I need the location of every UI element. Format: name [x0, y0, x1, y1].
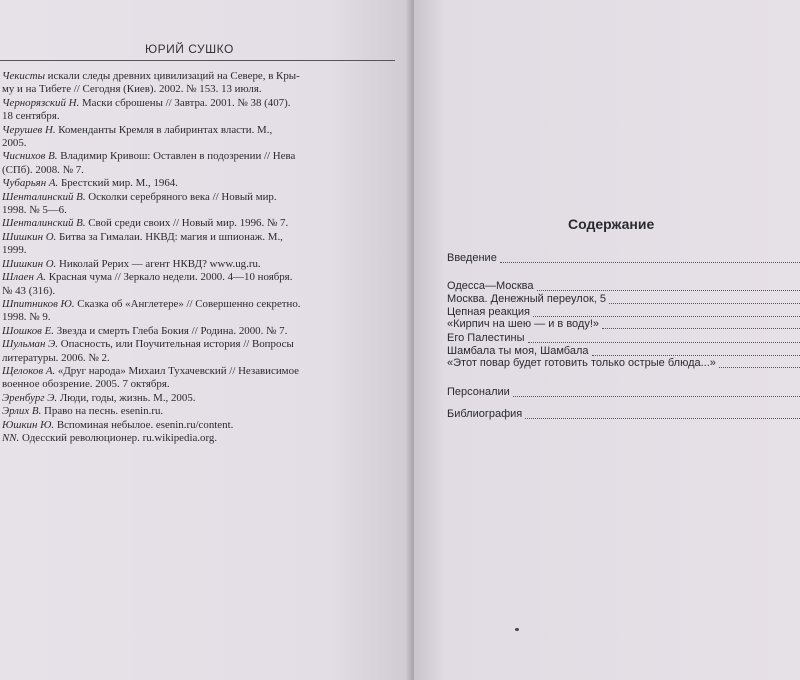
- bibliography-text: Николай Рерих — агент НКВД? www.ug.ru.: [56, 257, 261, 270]
- bibliography-line: [2, 325, 394, 338]
- bibliography-text: 18 сентября.: [2, 110, 60, 123]
- bibliography-author: Шишкин О.: [2, 230, 57, 243]
- bibliography-author: Чиснихов В.: [2, 150, 58, 163]
- toc-leader-dots: [592, 355, 800, 356]
- bibliography-author: Шишкин О.: [2, 257, 57, 270]
- bibliography-text: Право на песнь. esenin.ru.: [41, 405, 164, 418]
- toc-item: [447, 332, 800, 345]
- bibliography-text: Люди, годы, жизнь. М., 2005.: [57, 391, 196, 404]
- header-rule: [0, 60, 395, 61]
- toc-leader-dots: [537, 290, 800, 291]
- bibliography-author: Юшкин Ю.: [2, 418, 55, 431]
- toc-item-label: Шамбала ты моя, Шамбала: [447, 345, 589, 357]
- bibliography-text: Опасность, или Поучительная история // Вопросы: [57, 338, 294, 351]
- toc-item-label: Персоналии: [447, 386, 510, 398]
- toc-item: [447, 386, 800, 399]
- bibliography-author: Черушев Н.: [2, 123, 56, 136]
- toc-leader-dots: [513, 396, 800, 397]
- bibliography-text: (СПб). 2008. № 7.: [2, 163, 84, 176]
- bibliography-author: Шлаен А.: [2, 271, 47, 284]
- bibliography-line: [2, 137, 394, 150]
- bibliography-text: Вспоминая небылое. esenin.ru/content.: [54, 418, 234, 431]
- bibliography-line: [2, 432, 394, 445]
- bibliography-line: [2, 298, 394, 311]
- bibliography-line: [2, 150, 394, 163]
- bibliography-line: [2, 311, 394, 324]
- bibliography-author: Эренбург Э.: [2, 391, 58, 404]
- bibliography-author: Чернорязский Н.: [2, 96, 80, 109]
- bibliography-line: [2, 177, 394, 190]
- bibliography-line: [2, 378, 394, 391]
- bibliography-line: [2, 97, 394, 110]
- bibliography-line: [2, 217, 394, 230]
- toc-item-label: Введение: [447, 252, 497, 264]
- toc-leader-dots: [609, 303, 800, 304]
- bibliography-text: Коменданты Кремля в лабиринтах власти. М.,: [55, 123, 273, 136]
- running-head: ЮРИЙ СУШКО: [145, 42, 234, 56]
- bibliography-line: [2, 70, 394, 83]
- toc-item: [447, 357, 800, 370]
- bibliography-text: Битва за Гималаи. НКВД: магия и шпионаж. М.,: [56, 230, 283, 243]
- bibliography-line: [2, 110, 394, 123]
- bibliography-text: 1998. № 5—6.: [2, 204, 67, 217]
- toc-item-label: «Этот повар будет готовить только острые блюда...»: [447, 357, 716, 369]
- bibliography-line: [2, 405, 394, 418]
- bibliography-author: Шенталинский В.: [2, 217, 86, 230]
- toc-item: [447, 293, 800, 306]
- bibliography-line: [2, 244, 394, 257]
- bibliography-author: Шенталинский В.: [2, 190, 86, 203]
- bibliography-text: 2005.: [2, 137, 27, 150]
- bibliography-text: Брестский мир. М., 1964.: [58, 177, 178, 190]
- toc-item: [447, 280, 800, 293]
- bibliography-text: Одесский революционер. ru.wikipedia.org.: [19, 431, 218, 444]
- bibliography-line: [2, 231, 394, 244]
- bibliography-line: [2, 338, 394, 351]
- toc-leader-dots: [719, 367, 800, 368]
- bibliography-author: Эрлих В.: [2, 405, 42, 418]
- bibliography-text: Красная чума // Зеркало недели. 2000. 4—10 ноября.: [46, 271, 293, 284]
- bibliography-list: [2, 70, 394, 445]
- bibliography-text: Маски сброшены // Завтра. 2001. № 38 (407).: [79, 96, 291, 109]
- bibliography-author: NN.: [2, 431, 20, 444]
- toc-leader-dots: [525, 418, 800, 419]
- bibliography-text: искали следы древних цивилизаций на Севере, в Кры-: [44, 70, 300, 82]
- toc-item-label: Москва. Денежный переулок, 5: [447, 293, 606, 305]
- bibliography-line: [2, 191, 394, 204]
- bibliography-text: 1999.: [2, 244, 27, 257]
- toc-item-label: «Кирпич на шею — и в воду!»: [447, 318, 600, 330]
- bibliography-line: [2, 352, 394, 365]
- toc-item-label: Его Палестины: [447, 332, 525, 344]
- toc-item: [447, 318, 800, 331]
- bibliography-author: Шошков Е.: [2, 324, 54, 337]
- bibliography-line: [2, 124, 394, 137]
- bibliography-line: [2, 392, 394, 405]
- toc-leader-dots: [602, 328, 800, 329]
- bibliography-text: му и на Тибете // Сегодня (Киев). 2002. № 153. 13 июля.: [2, 83, 262, 96]
- bibliography-text: литературы. 2006. № 2.: [2, 351, 110, 364]
- toc-item-label: Библиография: [447, 408, 523, 420]
- bibliography-line: [2, 83, 394, 96]
- bibliography-author: Чубарьян А.: [2, 177, 59, 190]
- toc-leader-dots: [533, 316, 800, 317]
- ink-speck: [515, 628, 519, 631]
- bibliography-text: Владимир Кривош: Оставлен в подозрении // Нева: [57, 150, 296, 163]
- bibliography-text: Свой среди своих // Новый мир. 1996. № 7.: [85, 217, 289, 230]
- toc-item: [447, 252, 800, 265]
- bibliography-line: [2, 271, 394, 284]
- bibliography-text: Звезда и смерть Глеба Бокия // Родина. 2000. № 7.: [53, 324, 288, 337]
- bibliography-line: [2, 204, 394, 217]
- bibliography-text: военное обозрение. 2005. 7 октября.: [2, 378, 170, 391]
- bibliography-line: [2, 285, 394, 298]
- bibliography-text: Сказка об «Англетере» // Совершенно секретно.: [74, 297, 301, 310]
- bibliography-text: Осколки серебряного века // Новый мир.: [85, 190, 277, 203]
- bibliography-author: Щелоков А.: [2, 364, 56, 377]
- toc-item-label: Одесса—Москва: [447, 280, 534, 292]
- bibliography-author: Шульман Э.: [2, 338, 58, 351]
- toc-leader-dots: [528, 342, 800, 343]
- toc-item-label: Цепная реакция: [447, 306, 530, 318]
- toc-item: [447, 408, 800, 421]
- bibliography-line: [2, 258, 394, 271]
- toc-leader-dots: [500, 262, 800, 263]
- bibliography-line: [2, 365, 394, 378]
- bibliography-text: № 43 (316).: [2, 284, 56, 297]
- bibliography-text: «Друг народа» Михаил Тухачевский // Независимое: [55, 364, 299, 377]
- bibliography-text: 1998. № 9.: [2, 311, 51, 324]
- toc-title: Содержание: [568, 216, 655, 232]
- bibliography-author: Шпитников Ю.: [2, 297, 75, 310]
- bibliography-line: [2, 419, 394, 432]
- bibliography-author: Чекисты: [2, 70, 45, 82]
- bibliography-line: [2, 164, 394, 177]
